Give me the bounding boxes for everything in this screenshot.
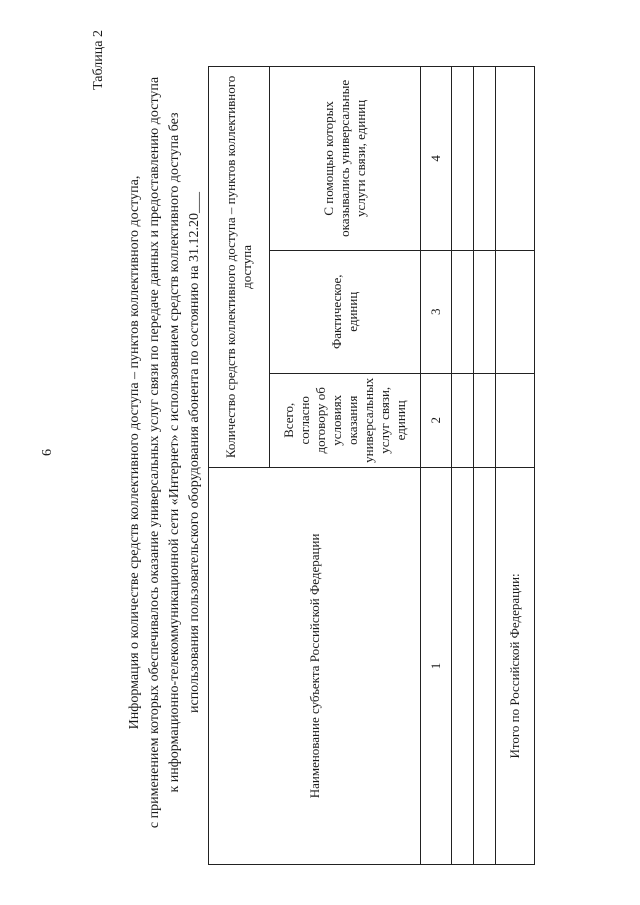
total-row-label: Итого по Российской Федерации: [496, 467, 535, 864]
table-cell [496, 67, 535, 251]
table-cell [452, 467, 474, 864]
table-cell [452, 67, 474, 251]
header-total: Всего, согласно договору об условиях оказания универсальных услуг связи, единиц [270, 373, 421, 467]
header-quantity-group: Количество средств коллективного доступа – пунктов коллективного доступа [209, 67, 270, 468]
table-row [452, 67, 474, 865]
title-line: Информация о количестве средств коллективного доступа – пунктов коллективного доступа, [127, 175, 142, 730]
header-region: Наименование субъекта Российской Федерации [209, 467, 421, 864]
table-cell [474, 67, 496, 251]
total-row [496, 67, 535, 865]
table-cell [474, 250, 496, 373]
table-cell [496, 373, 535, 467]
table-cell [452, 373, 474, 467]
column-number: 3 [421, 250, 452, 373]
table-cell [474, 373, 496, 467]
page-number: 6 [40, 449, 55, 456]
title-line: с применением которых обеспечивалось оказание универсальных услуг связи по передаче данных и предоставлению доступа [147, 76, 162, 829]
column-number: 4 [421, 67, 452, 251]
table-cell [474, 467, 496, 864]
column-number: 2 [421, 373, 452, 467]
header-actual: Фактическое, единиц [270, 250, 421, 373]
title-line: к информационно-телекоммуникационной сети «Интернет» с использованием средств коллективного доступа без [167, 112, 182, 793]
column-number-row [421, 67, 452, 865]
data-table [208, 66, 535, 865]
table-label: Таблица 2 [91, 30, 106, 90]
document-title [125, 40, 205, 865]
table-cell [452, 250, 474, 373]
table-cell [496, 250, 535, 373]
title-line: использования пользовательского оборудования абонента по состоянию на 31.12.20___ [187, 192, 202, 714]
header-row [209, 67, 270, 865]
column-number: 1 [421, 467, 452, 864]
table-row [474, 67, 496, 865]
header-with-services: С помощью которых оказывались универсальные услуги связи, единиц [270, 67, 421, 251]
